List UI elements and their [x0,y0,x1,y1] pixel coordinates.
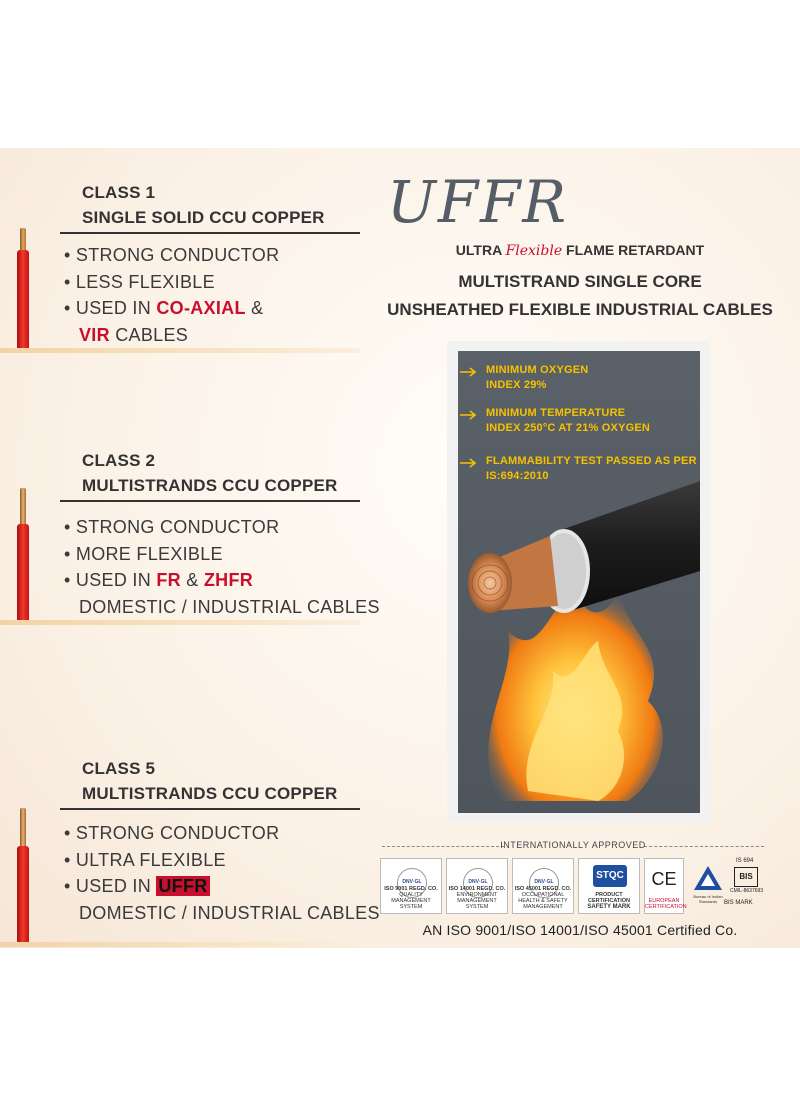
list-item: • STRONG CONDUCTOR [64,245,280,265]
certification-statement: AN ISO 9001/ISO 14001/ISO 45001 Certified Co. [422,922,738,938]
list-item: • LESS FLEXIBLE [64,271,215,292]
list-item: • MORE FLEXIBLE [64,543,223,564]
class5-rule [60,808,360,810]
iso9001-logo: DNV·GL ISO 9001 REGD. CO. QUALITY MANAGEMENT SYSTEM [380,858,442,914]
class1-title: CLASS 1 SINGLE SOLID CCU COPPER [82,183,325,227]
iso14001-logo: DNV·GL ISO 14001 REGD. CO. ENVIRONMENT MANAGEMENT SYSTEM [446,858,508,914]
list-item: • USED IN CO-AXIAL & [64,298,264,318]
brand-title: UFFR [386,168,569,236]
class1-separator [0,348,360,353]
subtitle-line-2: UNSHEATHED FLEXIBLE INDUSTRIAL CABLES [387,300,773,319]
list-item: • ULTRA FLEXIBLE [64,849,226,870]
product-image: MINIMUM OXYGEN INDEX 29% MINIMUM TEMPERATURE INDEX 250°C AT 21% OXYGEN FLAMMABILITY TEST PASSED AS PER IS:694:2010 [458,351,700,813]
iso45001-logo: DNV·GL ISO 45001 REGD. CO. OCCUPATIONAL HEALTH & SAFETY MANAGEMENT [512,858,574,914]
class1-bullets [64,242,279,348]
tagline: ULTRA Flexible FLAME RETARDANT [455,242,705,259]
bis-logo: Bureau of Indian Standards IS 694 BIS CM/L-8637693 BIS MARK [693,858,764,906]
ce-logo: CE EUROPEAN CERTIFICATION [644,858,684,914]
class2-separator [0,620,360,625]
class2-title: CLASS 2 MULTISTRANDS CCU COPPER [82,451,338,495]
bis-triangle-icon [692,864,724,892]
list-item: • USED IN FR & ZHFR [64,570,254,590]
list-item: • STRONG CONDUCTOR [64,517,280,537]
list-item: • USED IN UFFR [64,876,208,896]
class2-bullets [64,514,380,620]
class2-rule [60,500,360,502]
subtitle-line-1: MULTISTRAND SINGLE CORE [458,272,702,291]
class5-title: CLASS 5 MULTISTRANDS CCU COPPER [82,759,338,803]
class2-wire-image [17,488,29,624]
stqc-logo: STQC PRODUCT CERTIFICATION SAFETY MARK [578,858,640,914]
class5-separator [0,942,360,947]
class1-wire-image [17,228,29,350]
list-item: • STRONG CONDUCTOR [64,823,280,843]
class5-wire-image [17,808,29,944]
list-item: DOMESTIC / INDUSTRIAL CABLES [79,596,380,617]
certification-logos [380,858,770,914]
arrow-icon [458,458,480,468]
list-item: DOMESTIC / INDUSTRIAL CABLES [79,902,380,923]
arrow-icon [458,367,480,377]
approvals-header: INTERNATIONALLY APPROVED [382,840,764,852]
class5-bullets [64,820,380,926]
arrow-icon [458,410,480,420]
list-item: VIR CABLES [79,324,189,345]
